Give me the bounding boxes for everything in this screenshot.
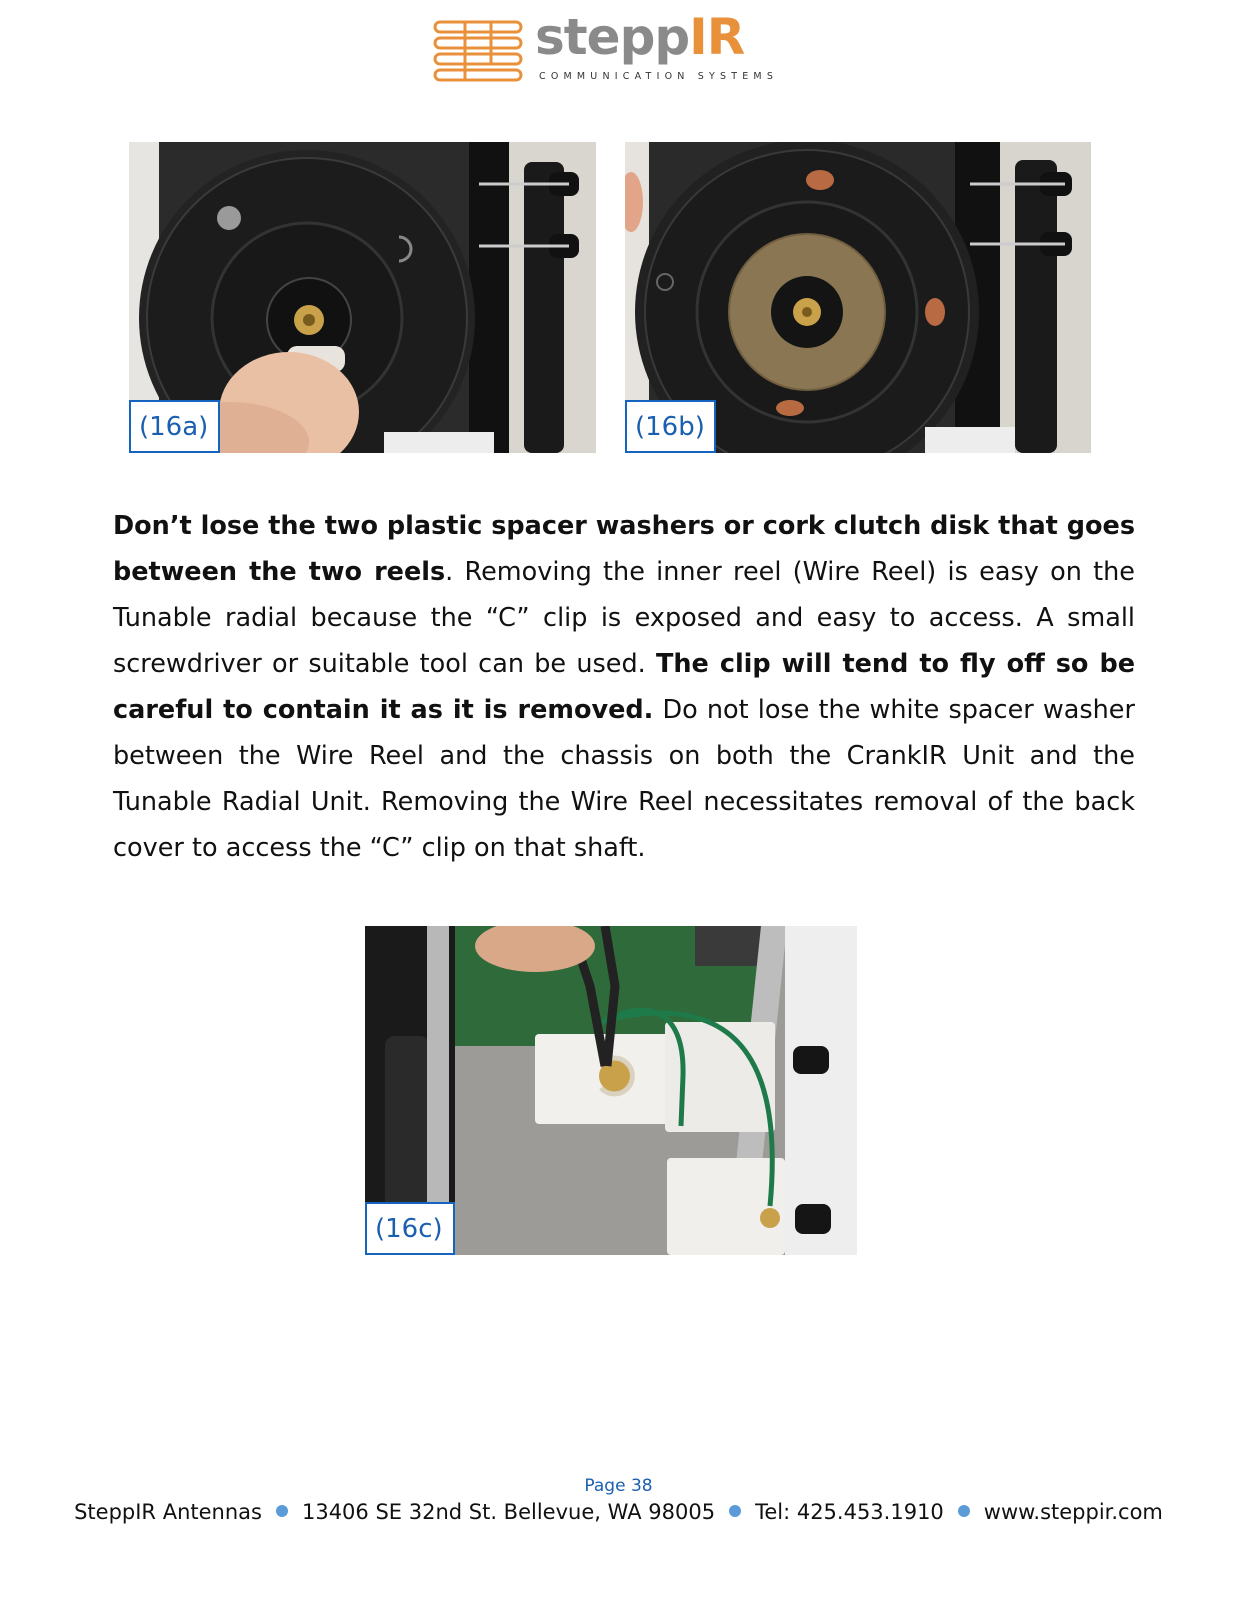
footer-separator-dot-icon: [276, 1505, 288, 1517]
steppir-logo-mark-icon: [433, 20, 523, 82]
photo-16b: [625, 142, 1091, 453]
warning-spacer-washers: Don’t lose the two plastic spacer washers or cork clutch disk that goes between the two reels: [113, 511, 1135, 587]
instruction-white-spacer-washer: Do not lose the white spacer washer between the Wire Reel and the chassis on both the CrankIR Unit and the Tunable Radial Unit. Removing the Wire Reel necessitates removal of the back cover to access the “C” clip on that shaft.: [113, 695, 1135, 863]
logo-wordmark: [535, 8, 745, 66]
logo-word-ir: IR: [689, 8, 745, 66]
page-number: Page 38: [584, 1476, 653, 1496]
caption-16c: (16c): [365, 1202, 455, 1255]
photo-16c: [365, 926, 857, 1255]
footer-company: SteppIR Antennas: [74, 1500, 262, 1524]
caption-16a: (16a): [129, 400, 220, 453]
footer-website-link[interactable]: www.steppir.com: [983, 1500, 1163, 1524]
body-paragraph: [113, 503, 1135, 871]
footer-contact: [0, 1500, 1237, 1524]
logo-tagline: COMMUNICATION SYSTEMS: [539, 71, 779, 82]
footer-address: 13406 SE 32nd St. Bellevue, WA 98005: [301, 1500, 716, 1524]
caption-16b: (16b): [625, 400, 716, 453]
footer-phone: Tel: 425.453.1910: [755, 1500, 944, 1524]
warning-clip-fly-off: The clip will tend to fly off so be careful to contain it as it is removed.: [113, 649, 1135, 725]
logo-word-stepp: stepp: [535, 8, 690, 66]
footer-separator-dot-icon: [958, 1505, 970, 1517]
steppir-logo: [433, 8, 793, 86]
instruction-remove-inner-reel: . Removing the inner reel (Wire Reel) is easy on the Tunable radial because the “C” clip is exposed and easy to access. A small screwdriver or suitable tool can be used.: [113, 557, 1135, 679]
photo-16a: [129, 142, 596, 453]
footer-separator-dot-icon: [729, 1505, 741, 1517]
